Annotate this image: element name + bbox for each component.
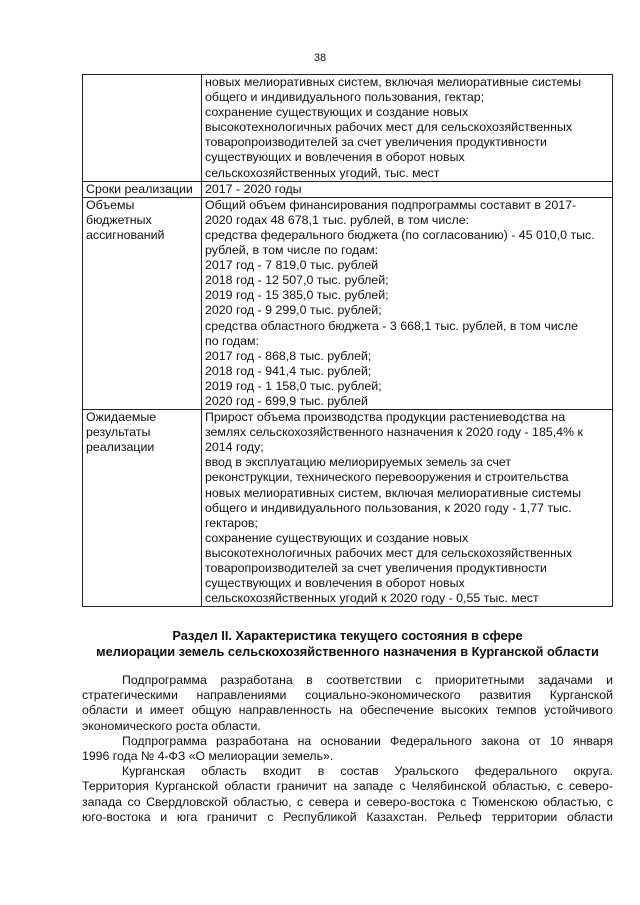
row-label-line: результаты	[86, 425, 151, 440]
row-value-cell	[202, 181, 613, 197]
row-value-line: сельскохозяйственных угодий к 2020 году - 0,55 тыс. мест	[205, 591, 539, 606]
section-body	[82, 673, 613, 825]
row-value-line: 2017 год - 7 819,0 тыс. рублей	[205, 258, 379, 273]
row-label-line: реализации	[86, 440, 155, 455]
row-value-line: сохранение существующих и создание новых	[205, 530, 469, 545]
table-row	[83, 75, 613, 182]
row-value-line: товаропроизводителей за счет увеличения продуктивности	[205, 561, 547, 575]
row-value-line: высокотехнологичных рабочих мест для сельскохозяйственных	[205, 120, 573, 135]
paragraph-line: юго-востока и юга граничит с Республикой Казахстан. Рельеф территории области	[82, 809, 613, 824]
row-label-line: бюджетных	[86, 212, 152, 227]
row-value-line: 2018 год - 12 507,0 тыс. рублей;	[205, 273, 389, 288]
subprogram-passport-table	[82, 74, 613, 607]
row-value-line: новых мелиоративных систем, включая мелиоративные системы	[205, 75, 581, 89]
row-value-cell	[202, 410, 613, 607]
row-label-line: Объемы	[86, 197, 135, 212]
row-label-cell	[83, 197, 202, 409]
row-value-line: ввод в эксплуатацию мелиорируемых земель за счет	[205, 455, 512, 470]
paragraph-line: Подпрограмма разработана на основании Федерального закона от 10 января	[122, 733, 613, 748]
paragraph-line: области и имеет общую направленность на обеспечение высоких темпов устойчивого	[82, 703, 613, 718]
row-value-line: реконструкции, технического перевооружения и строительства	[205, 470, 569, 485]
paragraph-line: Подпрограмма разработана в соответствии с приоритетными задачами и	[122, 673, 613, 687]
paragraph-line: Территория Курганской области граничит на западе с Челябинской областью, с северо-	[82, 779, 613, 794]
row-value-cell	[202, 75, 613, 182]
row-value-line: высокотехнологичных рабочих мест для сельскохозяйственных	[205, 545, 573, 560]
row-value-line: средства областного бюджета - 3 668,1 тыс. рублей, в том числе	[205, 318, 578, 333]
section-title-line-2: мелиорации земель сельскохозяйственного назначения в Курганской области	[96, 644, 599, 659]
page-number: 38	[313, 52, 327, 64]
table-row	[83, 410, 613, 607]
row-value-line: землях сельскохозяйственного назначения к 2020 году - 185,4% к	[205, 425, 583, 440]
row-value-line: рублей, в том числе по годам:	[205, 243, 379, 258]
row-value-line: общего и индивидуального пользования, гектар;	[205, 90, 485, 105]
row-value-line: 2018 год - 941,4 тыс. рублей;	[205, 363, 372, 378]
row-value-line: новых мелиоративных систем, включая мелиоративные системы	[205, 485, 581, 500]
paragraph	[82, 734, 613, 764]
table-row	[83, 181, 613, 197]
row-label-line: Ожидаемые	[86, 410, 157, 425]
row-value-line: существующих и вовлечения в оборот новых	[205, 150, 465, 165]
row-label-line: Сроки реализации	[86, 181, 193, 196]
row-value-line: гектаров;	[205, 515, 258, 530]
row-value-line: 2020 год - 9 299,0 тыс. рублей;	[205, 303, 382, 318]
row-value-line: существующих и вовлечения в оборот новых	[205, 576, 465, 591]
paragraph-line: 1996 года № 4-ФЗ «О мелиорации земель».	[82, 749, 334, 764]
paragraph-line: запада со Свердловской областью, с севера и северо-востока с Тюменскою областью, с	[82, 794, 613, 809]
paragraph-line: экономического роста области.	[82, 718, 261, 733]
row-value-line: 2019 год - 1 158,0 тыс. рублей;	[205, 378, 382, 393]
row-value-line: Прирост объема производства продукции растениеводства на	[205, 410, 566, 425]
paragraph-line: Курганская область входит в состав Уральского федерального округа.	[122, 764, 613, 779]
paragraph-line: стратегическими направлениями социально-экономического развития Курганской	[82, 688, 613, 703]
row-value-cell	[202, 197, 613, 409]
row-value-line: Общий объем финансирования подпрограммы составит в 2017-	[205, 197, 577, 212]
row-label-cell	[83, 410, 202, 607]
row-value-line: товаропроизводителей за счет увеличения продуктивности	[205, 135, 547, 150]
paragraph	[82, 764, 613, 825]
paragraph	[82, 673, 613, 734]
row-value-line: по годам:	[205, 333, 259, 348]
row-label-cell	[83, 181, 202, 197]
section-title	[82, 628, 613, 660]
section-title-line-1: Раздел II. Характеристика текущего состояния в сфере	[172, 628, 523, 643]
row-value-line: 2017 год - 868,8 тыс. рублей;	[205, 348, 372, 363]
row-value-line: общего и индивидуального пользования, к 2020 году - 1,77 тыс.	[205, 500, 572, 515]
row-label-line: ассигнований	[86, 227, 165, 242]
row-label-cell	[83, 75, 202, 182]
row-value-line: 2019 год - 15 385,0 тыс. рублей;	[205, 288, 389, 303]
table-row	[83, 197, 613, 409]
row-value-line: 2017 - 2020 годы	[205, 181, 302, 196]
row-value-line: 2020 год - 699,9 тыс. рублей	[205, 393, 368, 408]
row-value-line: средства федерального бюджета (по согласованию) - 45 010,0 тыс.	[205, 227, 595, 242]
row-value-line: сохранение существующих и создание новых	[205, 105, 469, 120]
row-value-line: 2020 годах 48 678,1 тыс. рублей, в том числе:	[205, 212, 470, 227]
row-value-line: 2014 году;	[205, 440, 264, 455]
row-value-line: сельскохозяйственных угодий, тыс. мест	[205, 165, 440, 180]
